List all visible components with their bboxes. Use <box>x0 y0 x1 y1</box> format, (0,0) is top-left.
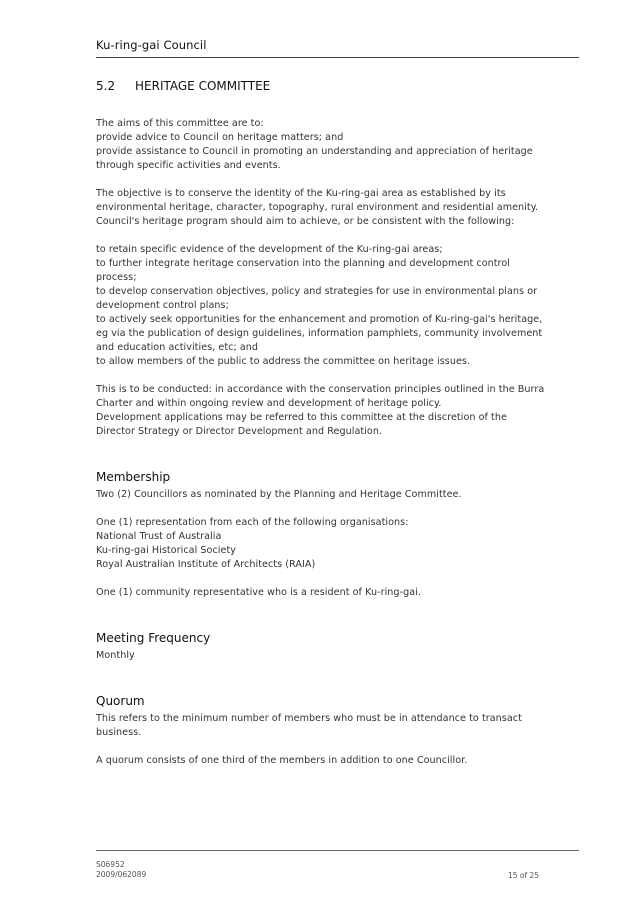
footer-ref-2: 2009/062089 <box>96 870 147 879</box>
membership-org-line: Ku-ring-gai Historical Society <box>96 545 237 556</box>
page-number: 15 of 25 <box>508 871 540 880</box>
meeting-frequency-value <box>96 649 580 663</box>
document-body <box>96 78 580 782</box>
footer-divider <box>96 850 579 851</box>
membership-community-text: One (1) community representative who is a resident of Ku-ring-gai. <box>96 587 421 598</box>
objective-items-list <box>96 243 580 369</box>
membership-org-line: Royal Australian Institute of Architects (RAIA) <box>96 559 316 570</box>
quorum-definition <box>96 712 580 740</box>
membership-councillors-text: Two (2) Councillors as nominated by the Planning and Heritage Committee. <box>96 489 462 500</box>
header-divider <box>96 57 579 58</box>
objective-item: to allow members of the public to address the committee on heritage issues. <box>96 356 471 367</box>
membership-org-line: National Trust of Australia <box>96 531 222 542</box>
aims-paragraph <box>96 117 580 173</box>
objective-item: to actively seek opportunities for the enhancement and promotion of Ku-ring-gai's heritage, <box>96 314 543 325</box>
aims-line: provide assistance to Council in promoting an understanding and appreciation of heritage <box>96 146 533 157</box>
footer-references <box>96 860 146 880</box>
objective-item: development control plans; <box>96 300 229 311</box>
conduct-paragraph <box>96 383 580 439</box>
conduct-line: Director Strategy or Director Development and Regulation. <box>96 426 383 437</box>
objective-item: to further integrate heritage conservation into the planning and development control <box>96 258 510 269</box>
objective-item: eg via the publication of design guidelines, information pamphlets, community involvement <box>96 328 543 339</box>
objective-item: to develop conservation objectives, policy and strategies for use in environmental plans or <box>96 286 538 297</box>
objective-line: environmental heritage, character, topography, rural environment and residential amenity. <box>96 202 539 213</box>
quorum-heading: Quorum <box>96 694 145 708</box>
quorum-rule-text: A quorum consists of one third of the members in addition to one Councillor. <box>96 755 468 766</box>
objective-item: process; <box>96 272 137 283</box>
objective-item: to retain specific evidence of the development of the Ku-ring-gai areas; <box>96 244 443 255</box>
objective-line: Council's heritage program should aim to achieve, or be consistent with the following: <box>96 216 515 227</box>
aims-line: through specific activities and events. <box>96 160 281 171</box>
objective-item: and education activities, etc; and <box>96 342 259 353</box>
membership-org-line: One (1) representation from each of the following organisations: <box>96 517 409 528</box>
section-title-text: HERITAGE COMMITTEE <box>135 79 271 93</box>
quorum-definition-line: This refers to the minimum number of members who must be in attendance to transact <box>96 713 522 724</box>
footer-ref-1: S06952 <box>96 860 125 869</box>
aims-line: The aims of this committee are to: <box>96 118 264 129</box>
conduct-line: Development applications may be referred to this committee at the discretion of the <box>96 412 507 423</box>
conduct-line: This is to be conducted: in accordance with the conservation principles outlined in the Burra <box>96 384 545 395</box>
objective-paragraph <box>96 187 580 229</box>
membership-heading: Membership <box>96 470 171 484</box>
meeting-frequency-text: Monthly <box>96 650 135 661</box>
membership-organisations <box>96 516 580 572</box>
page-header-organisation: Ku-ring-gai Council <box>96 38 207 52</box>
membership-councillors <box>96 488 580 502</box>
quorum-rule <box>96 754 580 768</box>
section-title <box>96 78 580 94</box>
conduct-line: Charter and within ongoing review and development of heritage policy. <box>96 398 442 409</box>
aims-line: provide advice to Council on heritage matters; and <box>96 132 344 143</box>
objective-line: The objective is to conserve the identity of the Ku-ring-gai area as established by its <box>96 188 506 199</box>
quorum-definition-line: business. <box>96 727 142 738</box>
membership-community <box>96 586 580 600</box>
meeting-frequency-heading: Meeting Frequency <box>96 631 211 645</box>
section-number: 5.2 <box>96 79 116 93</box>
